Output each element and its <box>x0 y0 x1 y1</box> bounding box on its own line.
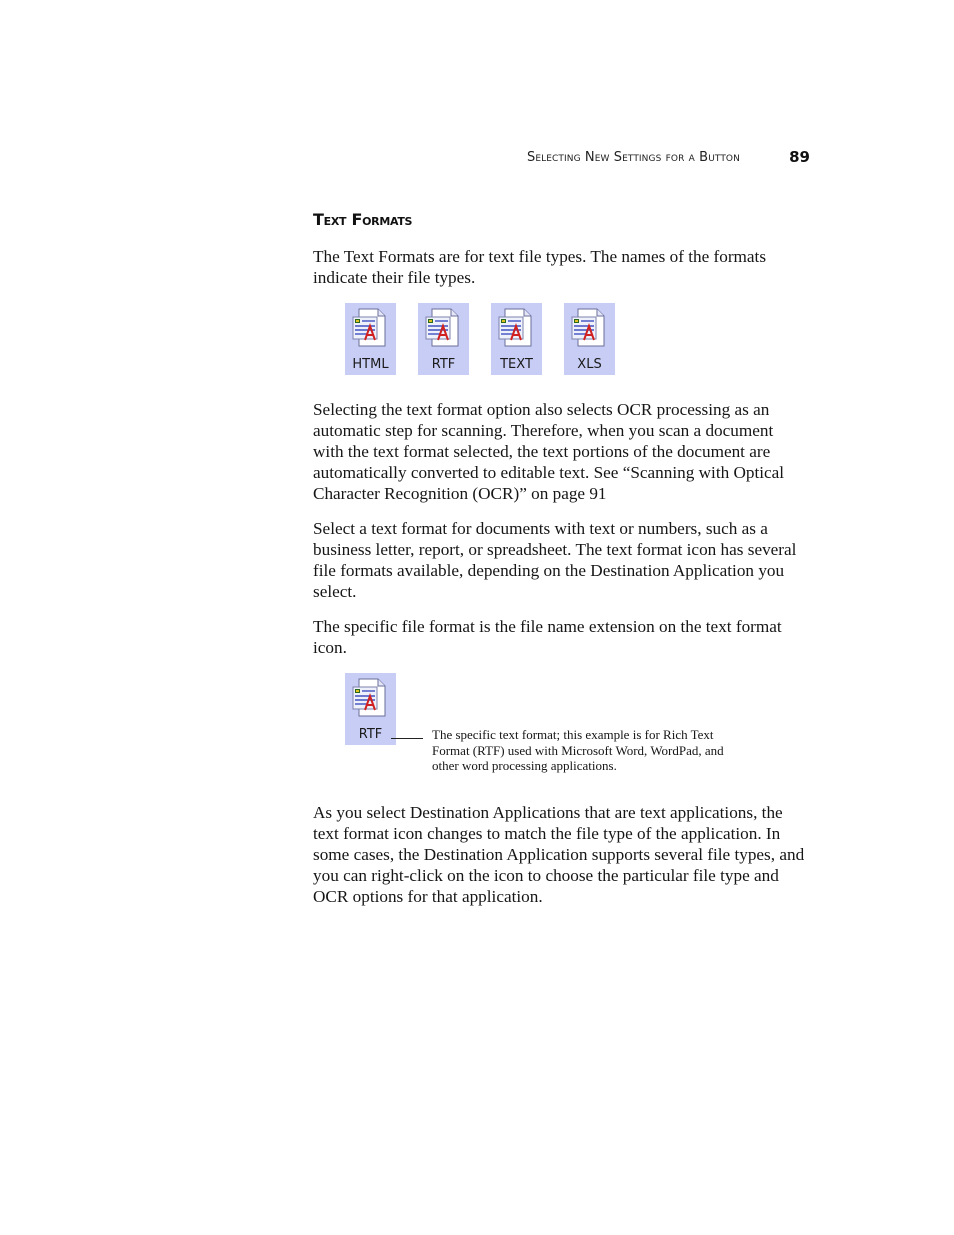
intro-paragraph: The Text Formats are for text file types. The names of the formats indicate their file types. <box>313 247 767 287</box>
running-header <box>527 148 810 168</box>
callout-line <box>391 738 423 739</box>
rtf-example-icon <box>345 673 396 745</box>
format-label: RTF <box>431 357 456 372</box>
text-document-icon <box>423 306 463 348</box>
destination-paragraph: As you select Destination Applications that are text applications, the text format icon changes to match the file type of the application. In some cases, the Destination Application supports several file types, and you can right-click on the icon to choose the particular file type and OCR options for that application. <box>313 803 805 906</box>
text-document-icon <box>350 676 390 718</box>
header-title: Selecting New Settings for a Button <box>527 150 740 165</box>
select-paragraph: Select a text format for documents with text or numbers, such as a business letter, report, or spreadsheet. The text format icon has several file formats available, depending on the Destination Application you select. <box>313 519 797 601</box>
page-number: 89 <box>789 148 810 166</box>
specific-paragraph: The specific file format is the file name extension on the text format icon. <box>313 617 782 657</box>
example-caption: The specific text format; this example is for Rich Text Format (RTF) used with Microsoft Word, WordPad, and other word processing applications. <box>432 727 724 773</box>
xls-format-icon <box>564 303 615 375</box>
text-document-icon <box>569 306 609 348</box>
format-label: XLS <box>577 357 602 372</box>
section-title: Text Formats <box>313 210 413 229</box>
format-label: TEXT <box>500 357 533 372</box>
rtf-format-icon <box>418 303 469 375</box>
format-label: RTF <box>358 727 383 742</box>
text-format-icon <box>491 303 542 375</box>
text-document-icon <box>350 306 390 348</box>
ocr-paragraph: Selecting the text format option also selects OCR processing as an automatic step for scanning. Therefore, when you scan a document with the text format selected, the text portions of the document are automatically converted to editable text. See “Scanning with Optical Character Recognition (OCR)” on page 91 <box>313 400 785 503</box>
html-format-icon <box>345 303 396 375</box>
format-label: HTML <box>352 357 389 372</box>
text-document-icon <box>496 306 536 348</box>
